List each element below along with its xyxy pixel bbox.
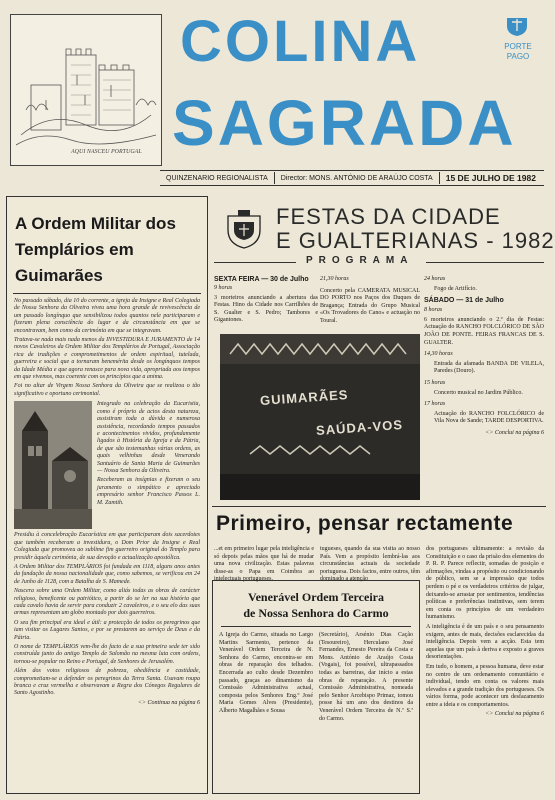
time-label: 24 horas [424,276,446,282]
program-text: Entrada da afamada BANDA DE VILELA, Paredes (Douro). [434,360,544,375]
divider [426,262,544,263]
church-photo [14,401,92,529]
programa-col-1 [214,276,318,325]
continued-text: Conclui na página 6 [494,711,544,718]
veneravel-article [212,580,420,794]
city-crest-icon [222,208,266,252]
divider [212,506,546,507]
church-tower-icon [14,401,92,529]
article-title-line1: A Ordem Militar dos [15,214,176,233]
porte-pago [498,42,538,62]
program-text: Concerto musical no Jardim Público. [434,389,523,396]
continued-note [14,700,200,708]
program-text: Actuação do RANCHO FOLCLÓRICO de Vila Nova de Sande; TARDE DESPORTIVA. [434,410,544,425]
festas-title-line2: E GUALTERIANAS - 1982 [276,228,555,253]
program-text: 6 morteiros anunciando o 2.º dia de Festas: Actuação do RANCHO FOLCLÓRICO DE SÃO JOÃO DE PONTE. FEIRAS FRANCAS DE S. GUALTER. [424,316,544,346]
primeiro-text: dos portugueses ultimamente: a revisão da Constituição e o caso da prisão dos elementos do P. R. P. Parece reflectir, somadas de posição e afirmações, vindas a propósito ou condicionando de público, sem se a impressão que todos perdem o pé e os verdadeiros critérios de julgar, deixando-se arrastar por sentimentos, tendências políticas e preferências instintivas, sem terem em conta os princípios de um verdadeiro humanismo. [426,546,544,621]
veneravel-body [213,632,419,723]
primeiro-text: A inteligência é de um país e o seu pensamento exigem, antes de mais, decisões esclarecidas da inteligência. Depois vem a acção. Esta tem aquelas que um país à deriva e exposto a graves desorientações. [426,623,544,661]
time-label: 21,30 horas [320,276,349,282]
article-paragraph: O seu fim principal era ideal e útil: a protecção de todos os peregrinos que iam visitar os Lugares Santos, e por se prestarem ao serviço de Deus e da Pátria. [14,619,200,641]
day-label-friday: SEXTA FEIRA — 30 de Julho [214,276,309,283]
primeiro-text: Em tudo, o homem, a pessoa humana, deve estar no centro de um ordenamento comunitário e individual, tendo em conta os valores mais elevados e a grande tradição dos portugueses. Os vários forma, pode acontecer um desfazamento entre a ideia e os comportamentos. [426,663,544,708]
primeiro-col-1 [214,546,314,584]
primeiro-text: ...et em primeiro lugar pela inteligência e só depois pelas mãos que há de mudar uma nova civilização. Estas palavras disse-as o Papa em Coimbra ao intelectuais portugueses. [214,546,314,583]
article-paragraph: Além dos votos religiosos de pobreza, obediência e castidade, comprometiam-se a defender os peregrinos da Terra Santa. Usavam roupa branca e cruz vermelha e observavam a Regra dos Cónegos Regulares de Santo Agostinho. [14,668,200,697]
issue-date: 15 DE JULHO DE 1982 [445,173,536,183]
program-text: Concerto pela CAMERATA MUSICAL DO PORTO nos Paços dos Duques de Bragança; Entrada do Grupo Musical «Os Trovadores do Cano» e actuação no Toural. [320,287,420,324]
director-line: Director: MONS. ANTÓNIO DE ARAÚJO COSTA [280,174,433,182]
banner-text-1: GUIMARÃES [259,386,349,409]
programa-col-2 [320,276,420,326]
time-label: 14,30 horas [424,351,453,358]
masthead-title-line2: SAGRADA [172,87,517,159]
continued-note [426,711,544,719]
article-paragraph: Integrado na celebração da Eucaristia, como é próprio de actos desta natureza, assistiram toda a dúvida e numerosa assistência, recordando tempos passados e acontecimentos vividos, profundamente ligados à História da Igreja e da Pátria, de que são testemunhas várias ordens, as quais velhinhas desde Venerando Santuário de Santa Maria de Guimarães — Nossa Senhora da Oliveira. [97,401,200,474]
continued-note [424,430,544,438]
publication-kind: QUINZENARIO REGIONALISTA [166,174,268,182]
article-paragraph: No passado sábado, dia 10 do corrente, a igreja da Insigne e Real Colegiada de Nossa Senhora da Oliveira viveu uma hora grande de revivescência de um passado longínquo que sensibilizou todos quantos nele participaram e fizeram plena consciência do lugar e da circunstância em que se encontravam, bem como da cerimónia em que se integravam. [14,298,200,334]
program-text: Fogo de Artifício. [434,285,477,292]
day-label-saturday: SÁBADO — 31 de Julho [424,297,504,305]
divider [221,626,411,627]
program-text: 3 morteiros anunciando a abertura das Festas. Hino da Cidade nos Carrilhões de S. Gualter e S. Pedro; Tambores e Gigantones. [214,294,318,324]
primeiro-text: tugueses, quando da sua visita ao nosso País. Vem a propósito lembrá-las aos circunstâncias actuais da sociedade portuguesa. Dois factos, entre outros, têm dominado a atenção [320,546,420,583]
time-label: 17 horas [424,401,446,408]
porte-label: PORTE [504,42,532,51]
programa-label: PROGRAMA [306,255,414,266]
article-paragraph: O nome de TEMPLÁRIOS vem-lhe do facto de a sua primeira sede ter sido construída junto do antigo Templo de Salomão na mesma luta com ordens, tornou-se popular no Reino e Portugal, de Senhores de Jerusalém. [14,643,200,665]
pago-label: PAGO [506,52,530,61]
veneravel-title-line2: de Nossa Senhora do Carmo [243,606,389,620]
article-body [7,298,207,707]
veneravel-text: A Igreja do Carmo, situada no Largo Martins Sarmento, pertence da Venerável Ordem Terceira de N. Senhora do Carmo, encontra-se em obras de reparação dos telhados. Encerrada ao culto desde Dezembro passado, graças ao dinamismo da Comissão Administrativa actual, composta pelos Senhores Eng.º José Maria Gomes Alves (Presidente), Alberto Magalhães e Sousa [219,632,313,714]
veneravel-title-line1: Venerável Ordem Terceira [248,590,384,604]
primeiro-col-2 [320,546,420,584]
templarios-article [6,196,208,794]
festas-title-line1: FESTAS DA CIDADE [276,204,501,229]
article-paragraph: Foi no altar de Virgem Nossa Senhora da Oliveira que se realizou o tão significativo e oportuno cerimonial. [14,383,200,397]
masthead-strip [160,170,544,186]
sketch-caption: AQUI NASCEU PORTUGAL [71,149,142,155]
divider [13,293,201,294]
masthead [4,4,550,182]
article-title-line2: Templários em Guimarães [15,240,134,285]
programa-col-3 [424,276,544,438]
arrow-icon: <> [485,711,495,718]
veneravel-text: (Secretário), Arsénio Dias Cação (Tesoureiro), Herculano José Fernandes, Ernesto Pereira da Costa e Mons. António de Araújo Costa (Vogais), foi possível, ultrapassados todas as barreiras, dar início a estas obras de reparação. A presente Comissão Administrativa, nomeada pelo Senhor Arcebispo Primaz, tomou posse há um ano dos destinos da Venerável Ordem Terceira de N.ª S.ª do Carmo. [319,632,413,722]
masthead-sketch [10,14,162,166]
primeiro-headline: Primeiro, pensar rectamente [216,512,514,535]
article-paragraph: Receberam as insígnias e fizeram o seu juramento o simpático e apreciado empresário senhor Francisco Passos L. M. Zamith. [97,477,200,506]
article-paragraph: A Ordem Militar dos TEMPLÁRIOS foi fundada em 1118, alguns anos antes da fundação da nossa nacionalidade que, como sabemos, se verificou em 24 de Junho de 1128, com a Batalha de S. Mamede. [14,563,200,585]
divider [214,262,296,263]
article-paragraph: Presidiu à concelebração Eucarística em que participaram dois sacerdotes que também receberam a investidura, o Dom Prior da Insigne e Real Colegiada que promoveu ao sublime fim guerreiro original do Templo para presidir àquela cerimónia, de sua devoção e actualização apostólica. [14,532,200,561]
castle-sketch-icon [11,15,161,165]
continued-text: Conclui na página 6 [494,429,544,436]
arrow-icon: <> [485,429,495,436]
time-label: 9 horas [214,285,233,291]
time-label: 15 horas [424,379,446,386]
banner-text-2: SAÚDA-VOS [315,416,404,439]
masthead-title-line1: COLINA [180,9,421,74]
crest-icon [504,14,530,36]
continued-text: Continua na página 6 [147,699,200,706]
banner-photo [220,334,420,500]
primeiro-col-3 [426,546,544,719]
time-label: 8 horas [424,307,443,314]
article-paragraph: Tratava-se nada mais nada menos da INVESTIDURA E JURAMENTO de 14 novos Cavaleiros da Ordem Militar dos Templários de Portugal, Associação rica de tradições e comprometimentos de ordem espiritual, tutelada, guerreira e social que a tornaram benemérita desde os longínquos tempos da Idade Média e que agora renasce para nova vida, apropriada aos tempos em que vivemos, mas coerente com os princípios que a anima. [14,337,200,381]
arrow-icon: <> [137,699,148,706]
article-paragraph: Nascera sobre uma Ordem Militar, como aliás todas as obras de carácter religioso, beneficente ou patriótico, a partir do se ler na sua história que cada cavalo havia de servir para conduzir 2 cavaleiros, e o seu elo das suas armas representam um globo montado por dois guerreiros. [14,588,200,617]
